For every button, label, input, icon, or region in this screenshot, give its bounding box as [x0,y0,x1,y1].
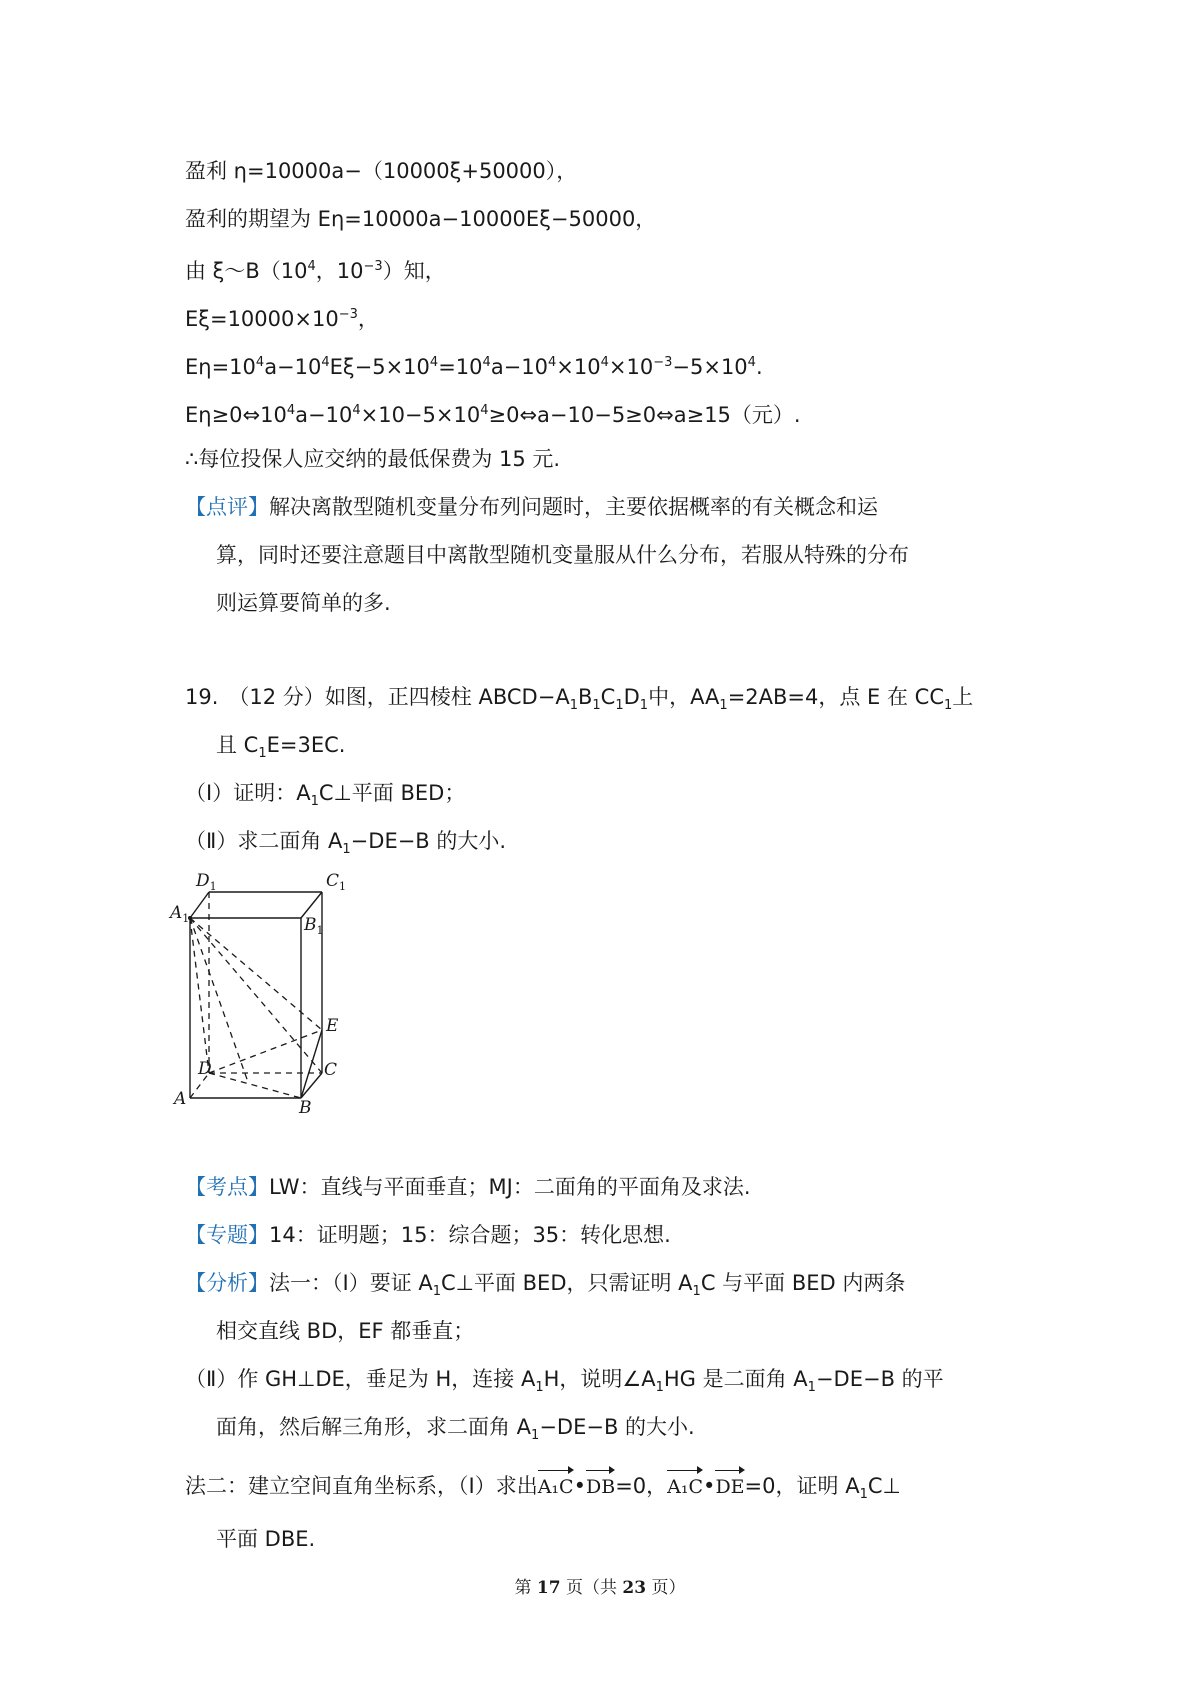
text: =0， [615,1474,668,1498]
footer-text: 页（共 [566,1578,617,1598]
footer-text: 页） [651,1578,686,1598]
text: 法一：（Ⅰ）要证 A [269,1271,433,1295]
label-c1: $C_1$ [326,871,347,893]
subscript: 1 [432,1284,442,1300]
text: −DE−B 的大小. [539,1415,695,1439]
fenxi-line-2 [216,1316,474,1346]
solution-line-7 [185,444,560,474]
exponent: −3 [363,259,383,274]
text: （Ⅰ）证明：A [185,781,311,805]
subscript: 1 [531,1428,540,1444]
vector-a1c: A₁C [667,1466,703,1502]
dot: • [703,1474,716,1498]
fenxi-line-6 [216,1524,315,1554]
problem-number: 19. [185,685,219,709]
text: 相交直线 BD，EF 都垂直； [216,1319,475,1343]
text: C [600,685,616,709]
text: H，说明∠A [543,1367,656,1391]
subscript: 1 [639,698,649,714]
exponent: 4 [307,259,316,274]
diag-a1c [190,918,322,1073]
edge-be [301,1030,322,1098]
edge-d1a1 [190,892,209,918]
formula-text: $E\eta\ge 0\Leftrightarrow 10^4a-10^4\times 10-5\times 10^4\ge 0\Leftrightarrow a-10-5\ge 0\Leftrightarrow a\ge 15$（元）. [185,403,801,427]
subscript: 1 [655,1380,664,1396]
subscript: 1 [692,1284,701,1300]
subscript: 1 [944,698,953,714]
label-d1: $D_1$ [196,871,217,893]
text: 14：证明题；15：综合题；35：转化思想. [269,1223,671,1247]
subscript: 1 [859,1487,868,1503]
subscript: 1 [615,698,624,714]
text: Eξ=10000×10 [185,307,339,331]
text: =0 [744,1474,776,1498]
text: −DE−B 的平 [815,1367,944,1391]
solution-line-3 [185,252,446,286]
total-pages: 23 [622,1578,647,1598]
conclusion-text: ∴每位投保人应交纳的最低保费为 15 元. [185,447,561,471]
label-e: E [326,1016,339,1036]
text: 且 C [216,733,259,757]
text: （Ⅱ）求二面角 A [185,829,343,853]
text: E=3EC. [266,733,346,757]
review-line-2 [216,540,909,570]
fenxi-line-1 [185,1268,905,1307]
text: 上 [952,685,974,709]
text: ）知， [382,259,446,283]
text: 算，同时还要注意题目中离散型随机变量服从什么分布，若服从特殊的分布 [216,543,909,567]
text: 盈利 η=10000a−（10000ξ+50000）， [185,159,578,183]
vector-a1c: A₁C [538,1466,574,1502]
text: 中，AA [648,685,720,709]
exponent: −3 [338,307,358,322]
subscript: 1 [569,698,578,714]
text: 如图，正四棱柱 ABCD−A [324,685,570,709]
page-number: 17 [536,1578,561,1598]
zhuanti-tag: 【专题】 [185,1223,269,1247]
review-line-1 [185,492,878,522]
prism-figure [170,868,366,1118]
fenxi-line-4 [216,1412,695,1451]
text: （Ⅱ）作 GH⊥DE，垂足为 H，连接 A [185,1367,536,1391]
solution-line-5 [185,348,763,382]
label-c: C [324,1060,338,1080]
solution-line-4 [185,300,379,334]
subscript: 1 [310,794,319,810]
fenxi-tag: 【分析】 [185,1271,269,1295]
text: B [577,685,593,709]
label-a: A [174,1089,187,1109]
vector-db: DB [586,1466,615,1502]
text: C⊥平面 BED，只需证明 A [441,1271,693,1295]
subscript: 1 [535,1380,544,1396]
subscript: 1 [807,1380,816,1396]
formula-text: $E\eta=10^4a-10^4E\xi-5\times 10^4=10^4a-10^4\times 10^4\times 10^{-3}-5\times 10^4$. [185,355,763,379]
kaodian-tag: 【考点】 [185,1175,269,1199]
diag-a1d [190,918,209,1073]
text: 盈利的期望为 Eη=10000a−10000Eξ−50000， [185,207,657,231]
subscript: 1 [342,842,351,858]
text: C 与平面 BED 内两条 [700,1271,906,1295]
kaodian-line [185,1172,751,1202]
text: 平面 DBE. [216,1527,316,1551]
label-d: D [198,1059,212,1079]
problem-part-1 [185,778,465,817]
fenxi-line-3 [185,1364,944,1403]
text: 则运算要简单的多. [216,591,391,615]
text: HG 是二面角 A [663,1367,808,1391]
solution-line-1 [185,156,577,186]
text: ， [357,307,379,331]
label-a1: $A_1$ [170,903,190,925]
text: ，10 [315,259,364,283]
fenxi-line-5 [185,1466,901,1510]
text: C⊥平面 BED； [318,781,466,805]
text: 由 ξ～B（10 [185,259,308,283]
subscript: 1 [592,698,601,714]
text: ，证明 A [775,1474,860,1498]
dot: • [573,1474,586,1498]
solution-line-2 [185,204,656,234]
label-b: B [299,1098,312,1118]
vector-de: DE [715,1466,744,1502]
solution-line-6 [185,396,801,430]
zhuanti-line [185,1220,671,1250]
subscript: 1 [719,698,728,714]
label-b1: $B_1$ [304,915,324,937]
problem-score: （12 分） [228,685,325,709]
text: =2AB=4，点 E 在 CC [727,685,944,709]
text: C⊥ [867,1474,901,1498]
problem-line-1 [185,682,973,721]
text: D [623,685,640,709]
subscript: 1 [258,746,267,762]
edge-de [209,1030,322,1073]
review-line-3 [216,588,391,618]
text: −DE−B 的大小. [350,829,507,853]
text: 面角，然后解三角形，求二面角 A [216,1415,532,1439]
review-tag: 【点评】 [185,495,269,519]
text: 解决离散型随机变量分布列问题时，主要依据概率的有关概念和运 [269,495,878,519]
text: LW：直线与平面垂直；MJ：二面角的平面角及求法. [269,1175,751,1199]
problem-part-2 [185,826,506,865]
edge-db [209,1073,301,1098]
problem-line-2 [216,730,345,769]
text: 法二：建立空间直角坐标系，（Ⅰ）求出 [185,1474,538,1498]
footer-text: 第 [514,1578,532,1598]
page-footer [0,1573,1200,1598]
